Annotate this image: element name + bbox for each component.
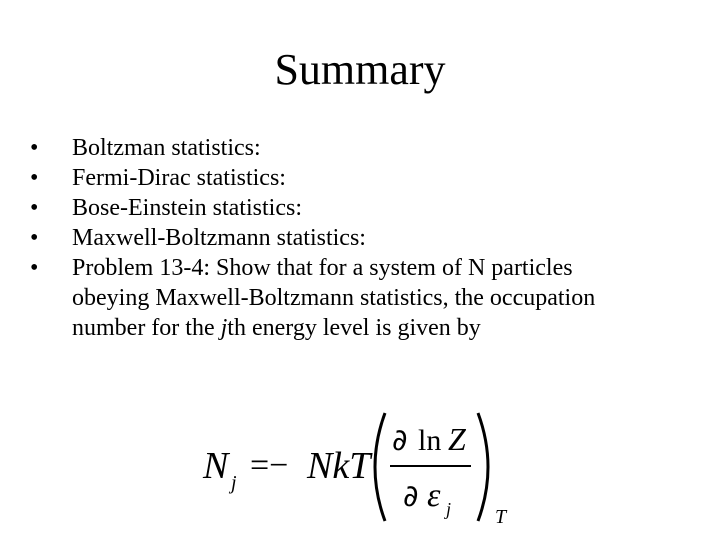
formula-subscript-j: j: [231, 472, 237, 494]
formula-Z: Z: [448, 421, 466, 457]
formula-partial-bottom: ∂: [403, 479, 419, 514]
bullet-item-maxwell-boltzmann: [0, 223, 700, 253]
formula-ln: ln: [418, 424, 442, 457]
bullet-marker: •: [30, 135, 39, 161]
italic-j: j: [220, 315, 228, 341]
bullet-text: obeying Maxwell-Boltzmann statistics, the occupation: [72, 285, 596, 311]
bullet-text: Fermi-Dirac statistics:: [72, 165, 286, 191]
formula-epsilon: ε: [427, 477, 441, 514]
bullet-marker: •: [30, 195, 39, 221]
bullet-marker: •: [30, 255, 39, 281]
bullet-item-bose-einstein: [0, 193, 700, 223]
formula-NkT: NkT: [307, 445, 371, 487]
bullet-list: [0, 133, 700, 343]
occupation-number-formula: [195, 405, 525, 535]
text-fragment: th energy level is given by: [227, 315, 481, 341]
bullet-text: [72, 313, 700, 343]
formula-equals-minus: =−: [250, 447, 289, 484]
text-fragment: number for the: [72, 315, 221, 341]
bullet-item-problem: [0, 253, 700, 343]
bullet-marker: •: [30, 165, 39, 191]
bullet-text: Bose-Einstein statistics:: [72, 195, 302, 221]
bullet-text: Problem 13-4: Show that for a system of N particles: [72, 255, 573, 281]
formula-partial-top: ∂: [392, 423, 408, 458]
left-paren: [375, 413, 385, 521]
bullet-text: Boltzman statistics:: [72, 135, 261, 161]
formula-N: N: [203, 445, 229, 487]
bullet-marker: •: [30, 225, 39, 251]
slide-title: Summary: [274, 45, 446, 94]
formula-subscript-T: T: [495, 506, 507, 528]
bullet-text: Maxwell-Boltzmann statistics:: [72, 225, 366, 251]
formula-subscript-j2: j: [446, 499, 452, 519]
bullet-item-boltzman: [0, 133, 700, 163]
right-paren: [478, 413, 488, 521]
bullet-item-fermi-dirac: [0, 163, 700, 193]
